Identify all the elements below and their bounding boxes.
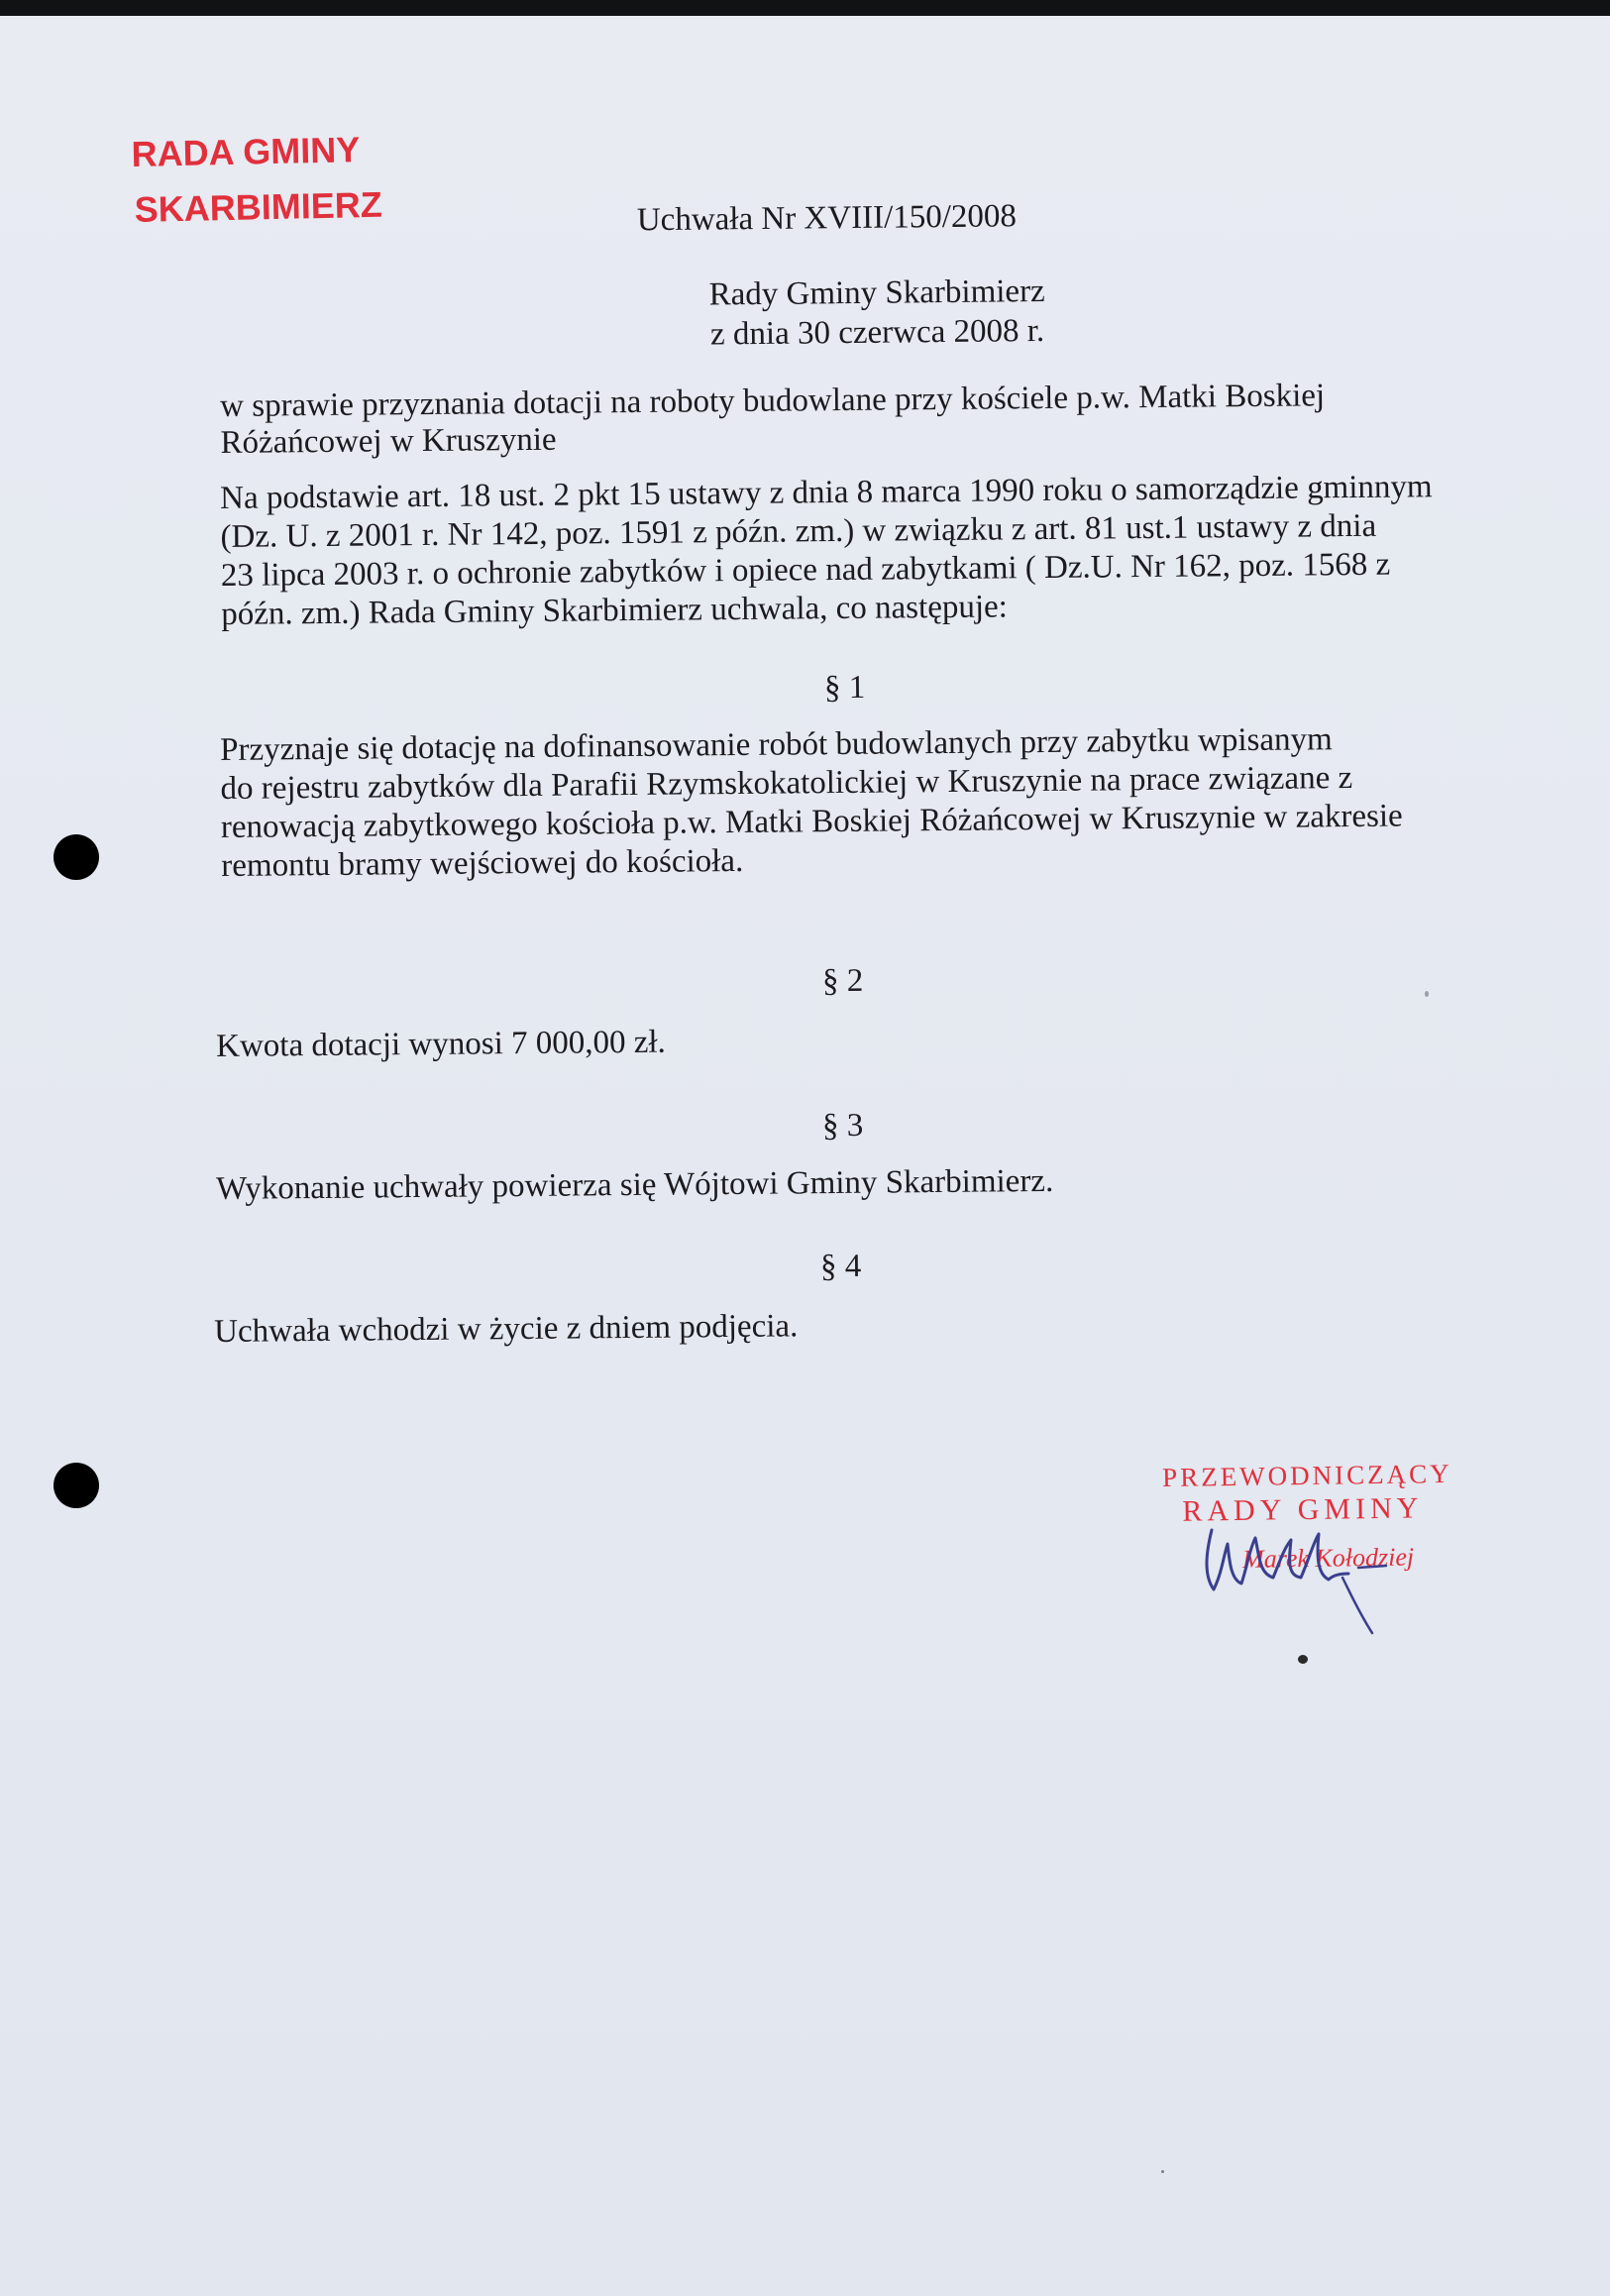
section-4-line-1: Uchwała wchodzi w życie z dniem podjęcia. — [214, 1308, 799, 1350]
resolution-date: z dnia 30 czerwca 2008 r. — [709, 312, 1045, 353]
scan-speck — [1298, 1655, 1308, 1664]
preamble-line-3: 23 lipca 2003 r. o ochronie zabytków i opiece nad zabytkami ( Dz.U. Nr 162, poz. 1568 z — [220, 546, 1391, 594]
stamp-line-2: SKARBIMIERZ — [134, 183, 383, 230]
section-mark-2: § 2 — [821, 962, 864, 1000]
chairman-stamp-line-2: RADY GMINY — [1182, 1491, 1424, 1528]
preamble-line-2: (Dz. U. z 2001 r. Nr 142, poz. 1591 z późn. zm.) w związku z art. 81 ust.1 ustawy z dnia — [220, 507, 1377, 555]
handwritten-signature — [1184, 1504, 1422, 1643]
punch-hole-top — [54, 834, 99, 880]
scan-edge — [0, 0, 1610, 16]
section-1-line-4: remontu bramy wejściowej do kościoła. — [221, 842, 744, 884]
chairman-name: Marek Kołodziej — [1241, 1542, 1415, 1574]
resolution-number: Uchwała Nr XVIII/150/2008 — [636, 198, 1018, 239]
section-1-line-2: do rejestru zabytków dla Parafii Rzymskokatolickiej w Kruszynie na prace związane z — [220, 760, 1353, 807]
document-page — [0, 16, 1610, 2296]
council-stamp — [131, 122, 382, 238]
section-mark-4: § 4 — [819, 1248, 862, 1285]
section-mark-3: § 3 — [821, 1107, 864, 1145]
chairman-stamp-line-1: PRZEWODNICZĄCY — [1161, 1458, 1452, 1493]
subject-line-1: w sprawie przyznania dotacji na roboty budowlane przy kościele p.w. Matki Boskiej — [220, 378, 1326, 424]
scan-speck — [1161, 2170, 1164, 2173]
council-name: Rady Gminy Skarbimierz — [708, 273, 1045, 313]
section-1-line-1: Przyznaje się dotację na dofinansowanie robót budowlanych przy zabytku wpisanym — [220, 721, 1333, 768]
stamp-line-1: RADA GMINY — [131, 129, 361, 174]
scan-speck — [1425, 991, 1429, 997]
section-mark-1: § 1 — [823, 669, 866, 707]
preamble-line-1: Na podstawie art. 18 ust. 2 pkt 15 ustawy z dnia 8 marca 1990 roku o samorządzie gminnym — [220, 469, 1433, 516]
section-1-line-3: renowacją zabytkowego kościoła p.w. Matki Boskiej Różańcowej w Kruszynie w zakresie — [220, 798, 1403, 845]
subject — [220, 377, 1473, 462]
section-1-text — [220, 719, 1473, 886]
section-3-line-1: Wykonanie uchwały powierza się Wójtowi Gminy Skarbimierz. — [216, 1162, 1054, 1207]
preamble-line-4: późn. zm.) Rada Gminy Skarbimierz uchwala, co następuje: — [221, 589, 1009, 632]
resolution-title — [636, 196, 1051, 355]
preamble — [220, 468, 1473, 634]
section-2-line-1: Kwota dotacji wynosi 7 000,00 zł. — [216, 1024, 667, 1064]
punch-hole-bottom — [54, 1463, 99, 1508]
subject-line-2: Różańcowej w Kruszynie — [220, 421, 557, 461]
